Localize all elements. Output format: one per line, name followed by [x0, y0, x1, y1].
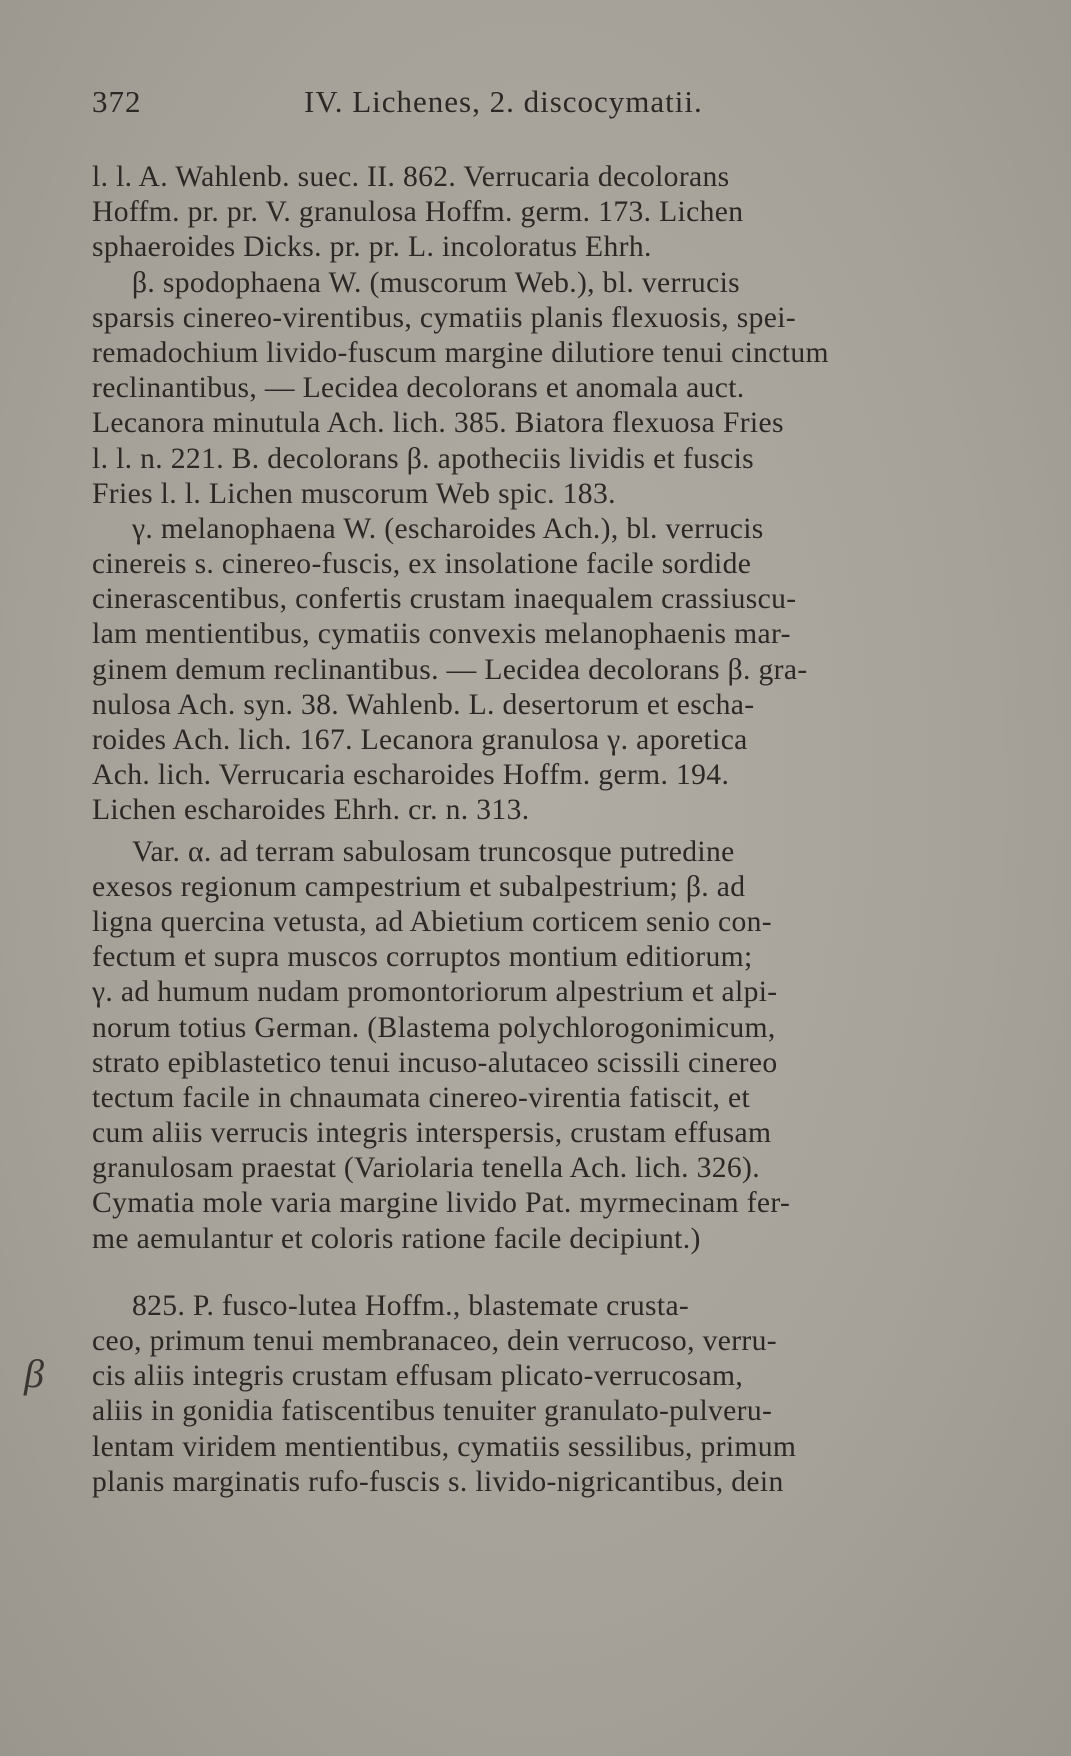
text-line: norum totius German. (Blastema polychlorogonimicum,	[92, 1011, 776, 1044]
text-line: fectum et supra muscos corruptos montium editiorum;	[92, 941, 753, 974]
running-title: IV. Lichenes, 2. discocymatii.	[304, 84, 703, 119]
text-line: strato epiblastetico tenui incuso-alutaceo scissili cinereo	[92, 1046, 778, 1079]
text-line: cis aliis integris crustam effusam plicato-verrucosam,	[92, 1360, 744, 1393]
text-line: tectum facile in chnaumata cinereo-virentia fatiscit, et	[92, 1081, 751, 1114]
text-line: Ach. lich. Verrucaria escharoides Hoffm. germ. 194.	[92, 759, 730, 792]
text-line: me aemulantur et coloris ratione facile decipiunt.)	[92, 1222, 701, 1255]
page-number: 372	[92, 84, 142, 119]
text-line: Hoffm. pr. pr. V. granulosa Hoffm. germ. 173. Lichen	[92, 196, 744, 229]
text-line: nulosa Ach. syn. 38. Wahlenb. L. desertorum et escha-	[92, 688, 755, 721]
text-line: lentam viridem mentientibus, cymatiis sessilibus, primum	[92, 1430, 797, 1463]
text-line: cinereis s. cinereo-fuscis, ex insolatione facile sordide	[92, 548, 752, 581]
text-line: Fries l. l. Lichen muscorum Web spic. 183.	[92, 477, 616, 510]
text-line: ligna quercina vetusta, ad Abietium corticem senio con-	[92, 905, 772, 938]
text-line: γ. melanophaena W. (escharoides Ach.), bl. verrucis	[132, 512, 764, 545]
margin-note: β	[24, 1351, 44, 1396]
text-line: 825. P. fusco-lutea Hoffm., blastemate crusta-	[132, 1289, 690, 1322]
text-line: γ. ad humum nudam promontoriorum alpestrium et alpi-	[92, 976, 778, 1009]
text-line: granulosam praestat (Variolaria tenella Ach. lich. 326).	[92, 1152, 760, 1185]
text-line: cum aliis verrucis integris interspersis, crustam effusam	[92, 1117, 772, 1150]
text-line: β. spodophaena W. (muscorum Web.), bl. verrucis	[132, 266, 741, 299]
text-line: Var. α. ad terram sabulosam truncosque putredine	[132, 835, 735, 868]
text-line: l. l. n. 221. B. decolorans β. apotheciis lividis et fuscis	[92, 442, 755, 475]
text-line: roides Ach. lich. 167. Lecanora granulosa γ. aporetica	[92, 724, 748, 756]
page-header	[92, 84, 979, 124]
text-line: reclinantibus, — Lecidea decolorans et anomala auct.	[92, 372, 745, 405]
text-line: sparsis cinereo-virentibus, cymatiis planis flexuosis, spei-	[92, 301, 796, 334]
text-line: ginem demum reclinantibus. — Lecidea decolorans β. gra-	[92, 653, 808, 686]
text-line: l. l. A. Wahlenb. suec. II. 862. Verrucaria decolorans	[92, 161, 730, 193]
body-text	[92, 160, 1002, 1500]
text-line: aliis in gonidia fatiscentibus tenuiter granulato-pulveru-	[92, 1395, 773, 1428]
text-line: lam mentientibus, cymatiis convexis melanophaenis mar-	[92, 618, 791, 651]
text-line: Lichen escharoides Ehrh. cr. n. 313.	[92, 794, 530, 827]
text-line: remadochium livido-fuscum margine dilutiore tenui cinctum	[92, 336, 829, 369]
text-line: sphaeroides Dicks. pr. pr. L. incoloratus Ehrh.	[92, 231, 652, 264]
text-line: cinerascentibus, confertis crustam inaequalem crassiuscu-	[92, 583, 797, 616]
text-line: Lecanora minutula Ach. lich. 385. Biatora flexuosa Fries	[92, 407, 784, 440]
text-line: ceo, primum tenui membranaceo, dein verrucoso, verru-	[92, 1325, 777, 1357]
text-line: exesos regionum campestrium et subalpestrium; β. ad	[92, 870, 746, 903]
text-line: planis marginatis rufo-fuscis s. livido-nigricantibus, dein	[92, 1465, 784, 1498]
text-line: Cymatia mole varia margine livido Pat. myrmecinam fer-	[92, 1187, 791, 1220]
